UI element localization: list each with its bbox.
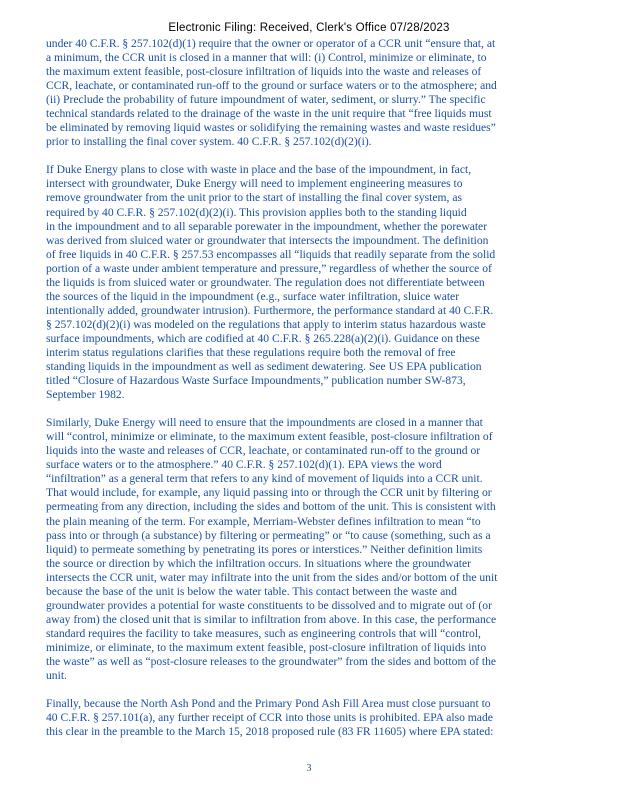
text-line: this clear in the preamble to the March 15, 2018 proposed rule (83 FR 11605) where EPA stated: <box>46 725 494 739</box>
text-line: intersects the CCR unit, water may infiltrate into the unit from the sides and/or bottom of the unit <box>46 570 498 584</box>
document-body <box>46 37 582 753</box>
text-line: surface waters or to the atmosphere.” 40 C.F.R. § 257.102(d)(1). EPA views the word <box>46 458 442 472</box>
text-line: § 257.102(d)(2)(i) was modeled on the regulations that apply to interim status hazardous waste <box>46 317 486 331</box>
text-line: standing liquids in the impoundment as well as sediment dewatering. See US EPA publication <box>46 360 482 374</box>
text-line: the maximum extent feasible, post-closure infiltration of liquids into the waste and releases of <box>46 65 482 79</box>
text-line: under 40 C.F.R. § 257.102(d)(1) require that the owner or operator of a CCR unit “ensure that, at <box>46 37 496 50</box>
text-line: interim status regulations clarifies that these regulations require both the removal of free <box>46 345 456 359</box>
filing-stamp: Electronic Filing: Received, Clerk's Office 07/28/2023 <box>168 22 450 34</box>
text-line: technical standards related to the drainage of the waste in the unit require that “free liquids must <box>46 107 492 121</box>
text-line: Finally, because the North Ash Pond and the Primary Pond Ash Fill Area must close pursuant to <box>46 697 491 711</box>
text-line: liquids into the waste and releases of CCR, leachate, or contaminated run-off to the ground or <box>46 444 481 458</box>
text-line: “infiltration” as a general term that refers to any kind of movement of liquids into a CCR unit. <box>46 472 483 486</box>
page-number: 3 <box>306 763 312 774</box>
text-line: intersect with groundwater, Duke Energy will need to implement engineering measures to <box>46 177 463 191</box>
text-line: remove groundwater from the unit prior to the start of installing the final cover system, as <box>46 191 462 205</box>
text-line: will “control, minimize or eliminate, to the maximum extent feasible, post-closure infiltration of <box>46 430 493 444</box>
text-line: If Duke Energy plans to close with waste in place and the base of the impoundment, in fact, <box>46 163 472 177</box>
text-line: the liquids is from sluiced water or groundwater. The regulation does not differentiate between <box>46 275 485 289</box>
text-line: the sources of the liquid in the impoundment (e.g., surface water infiltration, sluice water <box>46 289 460 303</box>
text-line: pass into or through (a substance) by filtering or permeating” or “to cause (something, such as a <box>46 528 491 542</box>
text-line: of free liquids in 40 C.F.R. § 257.53 encompasses all “liquids that readily separate from the solid <box>46 247 496 261</box>
text-line: titled “Closure of Hazardous Waste Surface Impoundments,” publication number SW-873, <box>46 374 466 388</box>
text-line: That would include, for example, any liquid passing into or through the CCR unit by filtering or <box>46 486 492 500</box>
text-line: minimize, or eliminate, to the maximum extent feasible, post-closure infiltration of liquids into <box>46 640 487 654</box>
text-line: portion of a waste under ambient temperature and pressure,” regardless of whether the source of <box>46 261 492 275</box>
text-line: liquid) to permeate something by penetrating its pores or interstices.” Neither definition limits <box>46 542 483 556</box>
text-line: the source or direction by which the infiltration occurs. In situations where the groundwater <box>46 556 471 570</box>
text-line: be eliminated by removing liquid wastes or solidifying the remaining wastes and waste residues” <box>46 121 496 135</box>
text-line: prior to installing the final cover system. 40 C.F.R. § 257.102(d)(2)(i). <box>46 135 372 149</box>
text-line: groundwater provides a potential for waste constituents to be dissolved and to migrate out of (or <box>46 598 492 612</box>
text-line: away from) the closed unit that is similar to infiltration from above. In this case, the performance <box>46 612 497 626</box>
text-line: the waste” as well as “post-closure releases to the groundwater” from the sides and bottom of the <box>46 654 497 668</box>
text-line: a minimum, the CCR unit is closed in a manner that will: (i) Control, minimize or eliminate, to <box>46 51 487 65</box>
paragraph-receipt-prohibited <box>46 697 582 739</box>
text-line: standard requires the facility to take measures, such as engineering controls that will “control, <box>46 626 481 640</box>
text-line: because the base of the unit is below the water table. This contact between the waste and <box>46 584 457 598</box>
text-line: CCR, leachate, or contaminated run-off to the ground or surface waters or to the atmosphere; and <box>46 79 497 93</box>
text-line: 40 C.F.R. § 257.101(a), any further receipt of CCR into those units is prohibited. EPA also made <box>46 711 493 725</box>
paragraph-closure-performance-standards <box>46 37 582 149</box>
text-line: unit. <box>46 669 67 683</box>
text-line: the plain meaning of the term. For example, Merriam-Webster defines infiltration to mean “to <box>46 514 481 528</box>
text-line: (ii) Preclude the probability of future impoundment of water, sediment, or slurry.” The specific <box>46 93 486 107</box>
text-line: required by 40 C.F.R. § 257.102(d)(2)(i). This provision applies both to the standing liquid <box>46 205 467 219</box>
text-line: September 1982. <box>46 388 125 402</box>
text-line: intentionally added, groundwater intrusion). Furthermore, the performance standard at 40 C.F.R. <box>46 303 494 317</box>
text-line: Similarly, Duke Energy will need to ensure that the impoundments are closed in a manner that <box>46 416 483 430</box>
text-line: in the impoundment and to all separable porewater in the impoundment, whether the porewater <box>46 219 488 233</box>
text-line: surface impoundments, which are codified at 40 C.F.R. § 265.228(a)(2)(i). Guidance on these <box>46 331 480 345</box>
paragraph-infiltration <box>46 416 582 683</box>
text-line: permeating from any direction, including the sides and bottom of the unit. This is consistent with <box>46 500 496 514</box>
paragraph-groundwater-removal <box>46 163 582 402</box>
text-line: was derived from sluiced water or groundwater that intersects the impoundment. The definition <box>46 233 489 247</box>
